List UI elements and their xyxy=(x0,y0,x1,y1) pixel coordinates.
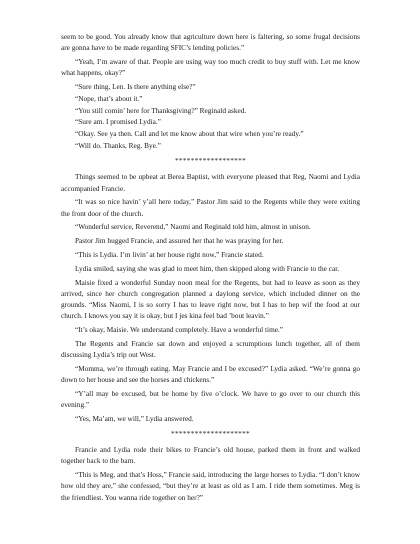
paragraph: “Yeah, I’m aware of that. People are using way too much credit to buy stuff with. Let me know what happens, okay?” xyxy=(61,57,360,78)
paragraph: The Regents and Francie sat down and enjoyed a scrumptious lunch together, all of them discussing Lydia’s trip out West. xyxy=(61,338,360,359)
paragraph: “Y’all may be excused, but be home by five o’clock. We have to go over to our church this evening.” xyxy=(61,388,360,409)
paragraph: “It’s okay, Maisie. We understand completely. Have a wonderful time.” xyxy=(75,324,284,334)
dialogue-line: “Okay. See ya then. Call and let me know about that wire when you’re ready.” xyxy=(75,129,304,139)
dialogue-line: “Sure am. I promised Lydia.” xyxy=(75,117,161,127)
paragraph: “Wonderful service, Reverend,” Naomi and Reginald told him, almost in unison. xyxy=(75,222,311,232)
paragraph: Francie and Lydia rode their bikes to Francie’s old house, parked them in front and walked together back to the barn. xyxy=(61,445,360,466)
dialogue-line: “Nope, that’s about it.” xyxy=(75,93,143,103)
paragraph: “Yes, Ma’am, we will,” Lydia answered. xyxy=(75,413,194,423)
section-separator: ****************** xyxy=(174,156,247,166)
paragraph: Things seemed to be upbeat at Berea Baptist, with everyone pleased that Reg, Naomi and Lydia accompanied Francie. xyxy=(61,172,360,193)
paragraph: Lydia smiled, saying she was glad to meet him, then skipped along with Francie to the car. xyxy=(75,263,340,273)
dialogue-line: “Will do. Thanks, Reg. Bye.” xyxy=(75,140,161,150)
paragraph: Pastor Jim hugged Francie, and assured her that he was praying for her. xyxy=(75,236,284,246)
section-separator: ******************** xyxy=(171,428,250,438)
dialogue-line: “Sure thing, Len. Is there anything else?” xyxy=(75,82,196,91)
paragraph: “This is Lydia. I’m livin’ at her house right now,” Francie stated. xyxy=(75,249,264,259)
dialogue-line: “You still comin’ here for Thanksgiving?” Reginald asked. xyxy=(75,105,247,115)
paragraph: “This is Meg, and that’s Hoss,” Francie said, introducing the large horses to Lydia. “I don’t know how old they are,” she confessed, “but they’re at least as old as I am. I ride them sometimes. Meg is the friendliest. You wanna ride together on her?” xyxy=(61,470,360,502)
paragraph: Maisie fixed a wonderful Sunday noon meal for the Regents, but had to leave as soon as they arrived, since her church congregation planned a daylong service, which included dinner on the grounds. “Miss Naomi, I is so sorry I has to leave right now, but I has to hep wif the food at our church. I knows you say it is okay, but I jes kina feel bad ’bout leavin.” xyxy=(61,277,360,321)
paragraph: seem to be good. You already know that agriculture down here is faltering, so some frugal decisions are gonna have to be made regarding SFIC’s lending policies.” xyxy=(61,32,360,53)
paragraph: “It was so nice havin’ y’all here today,” Pastor Jim said to the Regents while they were exiting the front door of the church. xyxy=(61,197,360,218)
paragraph: “Momma, we’re through eating. May Francie and I be excused?” Lydia asked. “We’re gonna go down to her house and see the horses and chickens.” xyxy=(61,363,360,384)
